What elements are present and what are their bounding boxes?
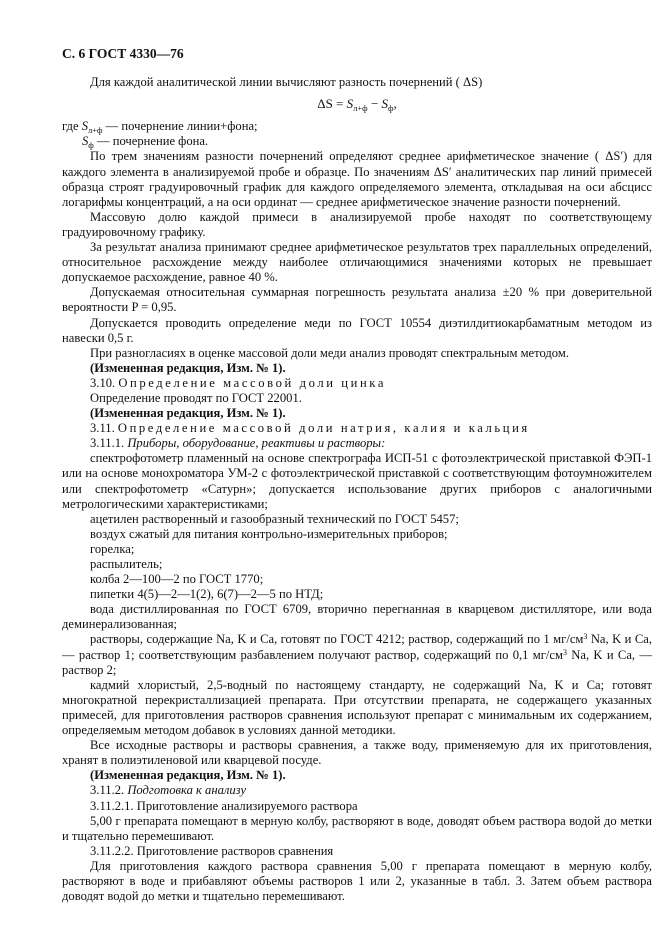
equipment-item: колба 2—100—2 по ГОСТ 1770; xyxy=(90,572,264,587)
paragraph-copper: Допускается проводить определение меди по ГОСТ 10554 диэтилдитиокарбаматным методом из навески 0,5 г. xyxy=(62,315,652,345)
section-3-11-2-1-heading: 3.11.2.1. Приготовление анализируемого раствора xyxy=(90,798,358,813)
where-line-2: $S_ф$ — почернение фона. xyxy=(82,134,209,151)
section-3-10-heading: 3.10. Определение массовой доли цинка xyxy=(90,375,387,390)
paragraph-mass-fraction: Массовую долю каждой примеси в анализируемой пробе находят по соответствующему градуировочному графику. xyxy=(62,209,652,239)
equipment-item: вода дистиллированная по ГОСТ 6709, вторично перегнанная в кварцевом дистилляторе, или вода деминерализованная; xyxy=(62,602,652,632)
paragraph-result: За результат анализа принимают среднее арифметическое результатов трех параллельных определений, относительное расхождение между наиболее отличающимися значениями которых не превышает допускаемое расхождение, равное 40 %. xyxy=(62,240,652,285)
section-3-11-2-1-text: 5,00 г препарата помещают в мерную колбу, растворяют в воде, доводят объем раствора водой до метки и тщательно перемешивают. xyxy=(62,813,652,843)
section-3-11-2-2-text: Для приготовления каждого раствора сравнения 5,00 г препарата помещают в мерную колбу, растворяют в воде и прибавляют объемы растворов 1 или 2, указанные в табл. 3. Затем объем раствора доводят водой до метки и тщательно перемешивают. xyxy=(62,858,652,904)
section-3-10-text: Определение проводят по ГОСТ 22001. xyxy=(90,390,302,405)
equipment-item: распылитель; xyxy=(90,557,163,571)
equipment-item: пипетки 4(5)—2—1(2), 6(7)—2—5 по НТД; xyxy=(90,587,324,602)
section-3-11-2-heading: 3.11.2. Подготовка к анализу xyxy=(90,783,247,798)
amendment-note: (Измененная редакция, Изм. № 1). xyxy=(90,768,286,783)
formula: $\Delta S = S_{л+ф} - S_ф$, xyxy=(317,96,397,114)
page-header: С. 6 ГОСТ 4330—76 xyxy=(62,46,184,61)
storage-paragraph: Все исходные растворы и растворы сравнения, а также воду, применяемую для их приготовления, хранят в полиэтиленовой или кварцевой посуде. xyxy=(62,738,652,768)
section-3-11-2-2-heading: 3.11.2.2. Приготовление растворов сравнения xyxy=(90,843,334,858)
paragraph-mean-value: По трем значениям разности почернений определяют среднее арифметическое значение ( ΔS′) для каждого элемента в анализируемой пробе и образце. По значениям ΔS′ аналитических пар линий примесей образца строят градуировочный график для каждого определяемого элемента, откладывая на оси абсцисс логарифмы концентраций, а на оси ординат — среднее арифметическое значение разности почернений. xyxy=(62,149,652,209)
section-3-11-1-heading: 3.11.1. Приборы, оборудование, реактивы и растворы: xyxy=(90,436,386,451)
paragraph-disagreement: При разногласиях в оценке массовой доли меди анализ проводят спектральным методом. xyxy=(90,345,569,360)
formula-lhs: ΔS xyxy=(317,96,333,112)
equipment-item: ацетилен растворенный и газообразный технический по ГОСТ 5457; xyxy=(90,511,459,526)
paragraph-error: Допускаемая относительная суммарная погрешность результата анализа ±20 % при доверительной вероятности P = 0,95. xyxy=(62,285,652,315)
equipment-item-solutions: растворы, содержащие Na, K и Ca, готовят по ГОСТ 4212; раствор, содержащий по 1 $мг/см^3$ Na, K и Ca, — раствор 1; соответствующим разбавлением получают раствор, содержащий по 0,1 $мг/см^3$ Na, K и Ca, — раствор 2; xyxy=(62,632,652,677)
equipment-item: воздух сжатый для питания контрольно-измерительных приборов; xyxy=(90,526,448,541)
intro-paragraph: Для каждой аналитической линии вычисляют разность почернений ( ΔS) xyxy=(90,75,483,90)
amendment-note: (Измененная редакция, Изм. № 1). xyxy=(90,406,286,421)
amendment-note: (Измененная редакция, Изм. № 1). xyxy=(90,360,286,375)
document-page xyxy=(62,46,652,904)
where-line-1: где $S_{л+ф}$ — почернение линии+фона; xyxy=(62,119,258,136)
equipment-item: кадмий хлористый, 2,5-водный по настоящему стандарту, не содержащий Na, K и Ca; готовят многократной перекристаллизацией препарата. При отсутствии препарата, не содержащего указанных примесей, для приготовления растворов сравнения используют препарат с минимальным их содержанием, определяемым методом добавок в условиях данной методики. xyxy=(62,677,652,738)
equipment-item: спектрофотометр пламенный на основе спектрографа ИСП-51 с фотоэлектрической приставкой ФЭП-1 или на основе монохроматора УМ-2 с фотоэлектрической приставкой с соответствующим фотоумножителем или спектрофотометр «Сатурн»; допускается использование других приборов с аналогичными метрологическими характеристиками; xyxy=(62,451,652,511)
section-3-11-heading: 3.11. Определение массовой доли натрия, калия и кальция xyxy=(90,421,530,436)
equipment-item: горелка; xyxy=(90,541,135,556)
